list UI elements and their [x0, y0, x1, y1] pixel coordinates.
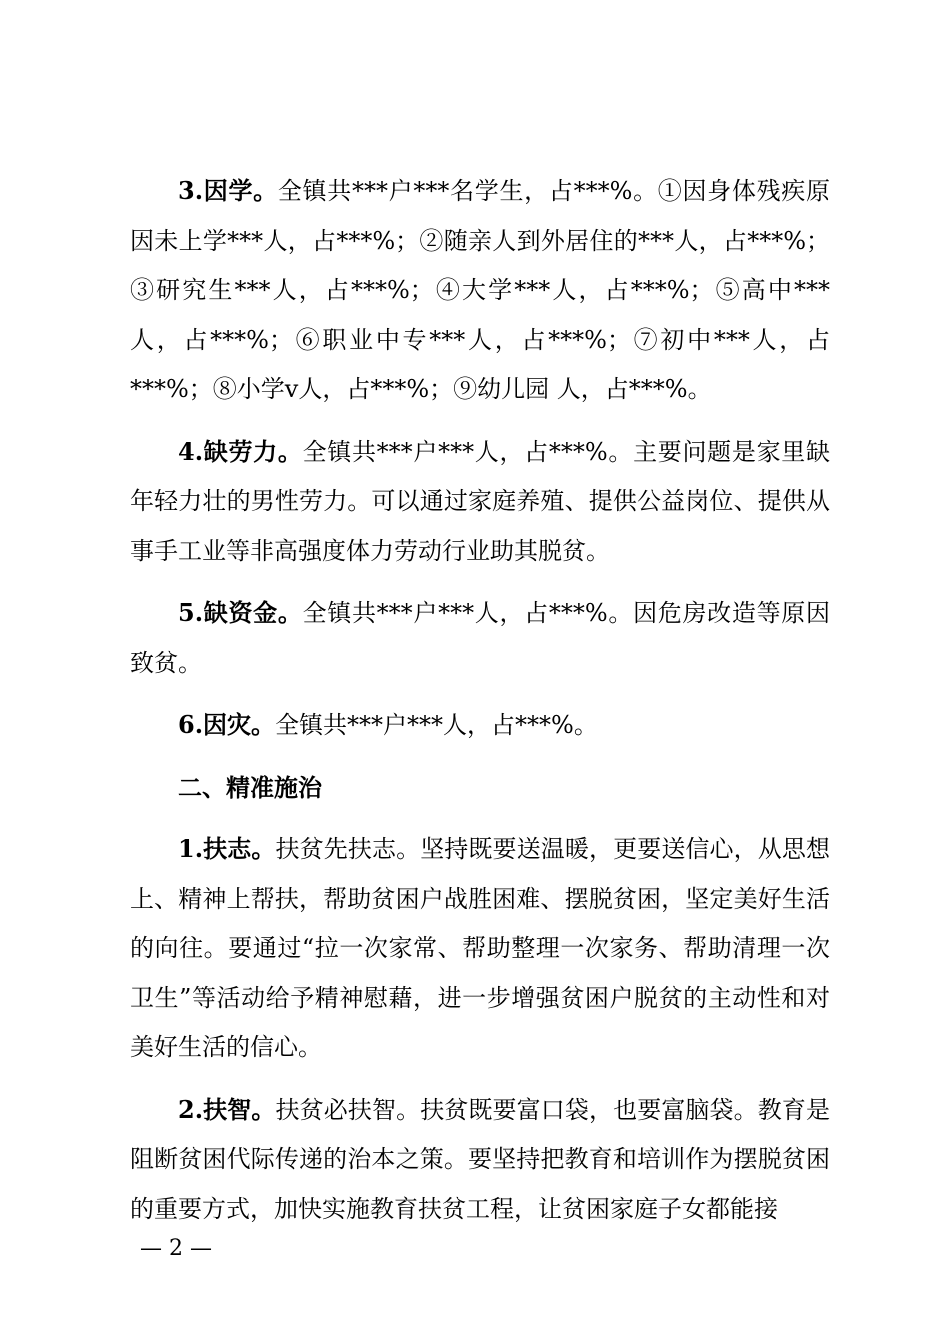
paragraph-lead: 4.缺劳力。 — [178, 436, 303, 466]
paragraph-text: 全镇共***户***人，占***%。 — [275, 711, 598, 739]
paragraph-text: 全镇共***户***名学生，占***%。①因身体残疾原因未上学***人，占***%；②随亲人到外居住的***人，占***%；③研究生***人，占***%；④大学***人，占***%；⑤高中***人，占***%；⑥职业中专***人，占***%；⑦初中***人，占***%；⑧小学v人，占***%；⑨幼儿园 人，占***%。 — [130, 177, 830, 403]
section-heading: 二、精准施治 — [178, 772, 322, 802]
paragraph-education — [130, 166, 830, 415]
paragraph-ambition — [130, 824, 830, 1073]
paragraph-disaster — [130, 700, 830, 751]
paragraph-lead: 6.因灾。 — [178, 710, 276, 739]
page-number: — 2 — — [140, 1236, 212, 1261]
paragraph-lead: 3.因学。 — [178, 176, 278, 205]
paragraph-funds — [130, 588, 830, 688]
paragraph-lead: 2.扶智。 — [178, 1094, 276, 1124]
paragraph-lead: 1.扶志。 — [178, 834, 276, 863]
paragraph-labor — [130, 427, 830, 577]
paragraph-lead: 5.缺资金。 — [178, 598, 303, 627]
paragraph-wisdom — [130, 1085, 830, 1235]
paragraph-text: 扶贫先扶志。坚持既要送温暖，更要送信心，从思想上、精神上帮扶，帮助贫困户战胜困难、摆脱贫困，坚定美好生活的向往。要通过“拉一次家常、帮助整理一次家务、帮助清理一次卫生”等活动给予精神慰藉，进一步增强贫困户脱贫的主动性和对美好生活的信心。 — [130, 835, 830, 1061]
paragraph-text: 全镇共***户***人，占***%。主要问题是家里缺年轻力壮的男性劳力。可以通过家庭养殖、提供公益岗位、提供从事手工业等非高强度体力劳动行业助其脱贫。 — [130, 437, 830, 565]
paragraph-text: 扶贫必扶智。扶贫既要富口袋，也要富脑袋。教育是阻断贫困代际传递的治本之策。要坚持把教育和培训作为摆脱贫困的重要方式，加快实施教育扶贫工程，让贫困家庭子女都能接 — [130, 1095, 830, 1223]
paragraph-text: 全镇共***户***人，占***%。因危房改造等原因致贫。 — [130, 599, 830, 677]
document-body — [130, 166, 830, 1234]
